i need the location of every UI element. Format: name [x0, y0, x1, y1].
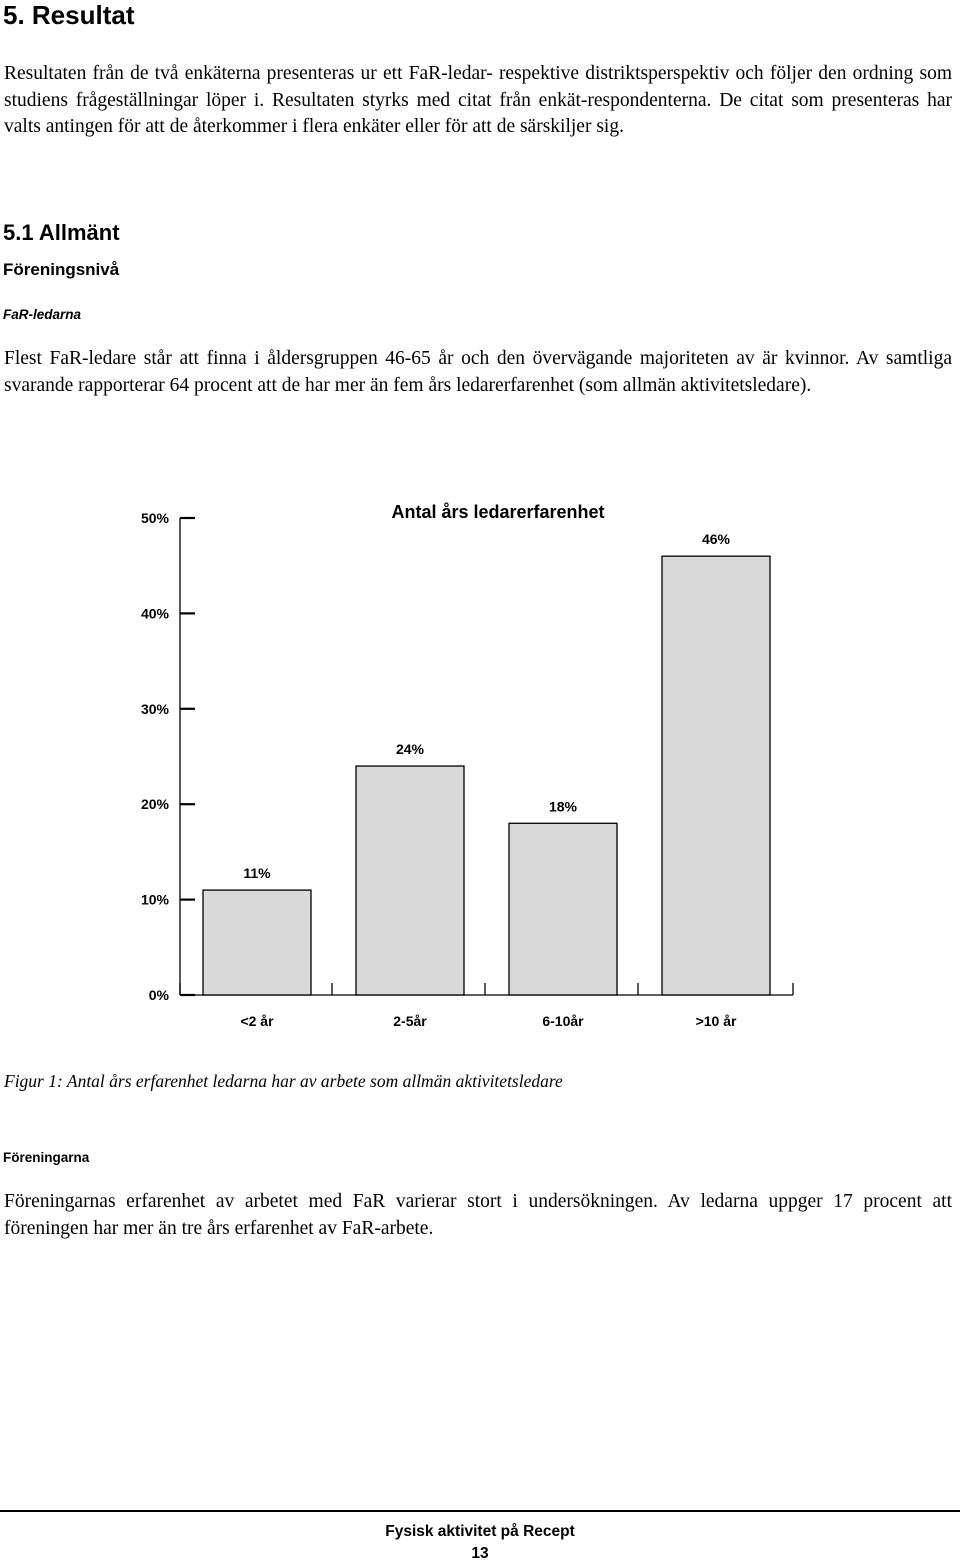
bar-value-label: 11%: [243, 865, 271, 882]
y-tick-label: 10%: [140, 891, 169, 908]
page-heading: 5. Resultat: [3, 0, 135, 30]
bar-value-label: 18%: [548, 798, 578, 815]
figure-caption: Figur 1: Antal års erfarenhet ledarna har av arbete som allmän aktivitetsledare: [4, 1071, 563, 1091]
subsection-heading: Föreningsnivå: [3, 260, 120, 279]
y-tick-label: 20%: [140, 796, 169, 813]
x-category-label: 6-10år: [542, 1013, 584, 1029]
x-category-label: >10 år: [695, 1013, 737, 1029]
y-tick-label: 30%: [140, 700, 169, 717]
far-ledarna-heading: FaR-ledarna: [3, 307, 82, 322]
footer-title: Fysisk aktivitet på Recept: [385, 1523, 575, 1540]
section-heading: 5.1 Allmänt: [3, 220, 120, 245]
experience-bar-chart: [0, 480, 960, 1040]
footer-divider: [0, 1510, 960, 1512]
foreningarna-paragraph: Föreningarnas erfarenhet av arbetet med FaR varierar stort i undersökningen. Av ledarna uppger 17 procent att föreningen har mer än tre års erfarenhet av FaR-arbete.: [4, 1191, 952, 1239]
bar: [203, 890, 311, 995]
y-tick-label: 0%: [148, 987, 169, 1003]
bars: [203, 531, 770, 1029]
bar: [509, 823, 617, 995]
chart-title: Antal års ledarerfarenhet: [391, 502, 605, 522]
y-axis: [141, 510, 195, 1003]
x-category-label: <2 år: [240, 1013, 274, 1029]
y-tick-label: 40%: [140, 605, 169, 622]
foreningarna-heading: Föreningarna: [3, 1150, 90, 1165]
bar-value-label: 24%: [395, 741, 425, 758]
far-ledarna-paragraph: Flest FaR-ledare står att finna i åldersgruppen 46-65 år och den övervägande majoriteten av är kvinnor. Av samtliga svarande rapporterar 64 procent att de har mer än fem års ledarerfarenhet (som allmän aktivitetsledare).: [4, 348, 952, 396]
intro-paragraph: Resultaten från de två enkäterna presenteras ur ett FaR-ledar- respektive distriktsperspektiv och följer den ordning som studiens frågeställningar löper i. Resultaten styrks med citat från enkät-respondenterna. De citat som presenteras har valts antingen för att de återkommer i flera enkäter eller för att de särskiljer sig.: [4, 63, 952, 137]
page-footer: [0, 1521, 960, 1565]
bar: [356, 766, 464, 995]
page-number: 13: [471, 1545, 489, 1562]
y-tick-label: 50%: [140, 510, 169, 526]
bar-value-label: 46%: [701, 531, 731, 548]
bar: [662, 556, 770, 995]
x-category-label: 2-5år: [393, 1013, 427, 1029]
